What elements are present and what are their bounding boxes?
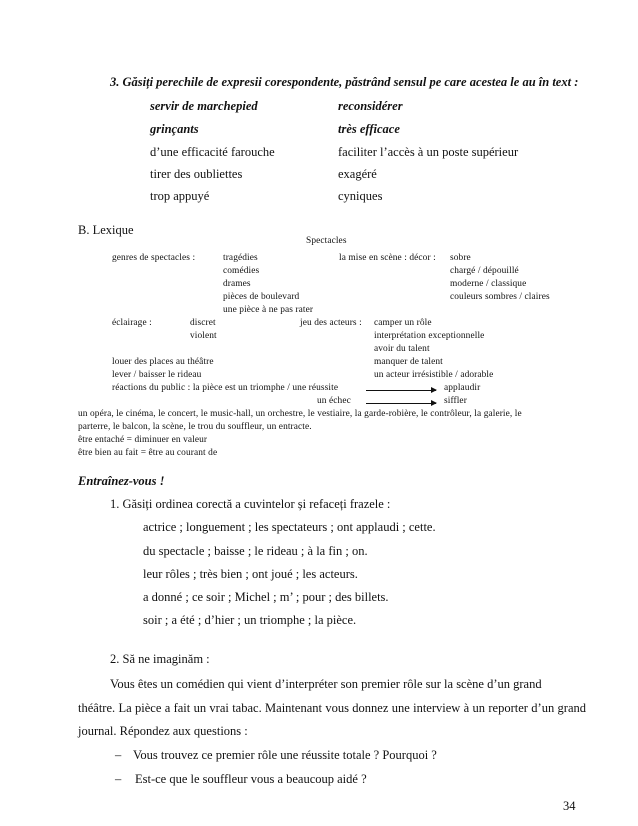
exercise-1-item-1: actrice ; longuement ; les spectateurs ; ont applaudi ; cette. xyxy=(143,520,436,534)
exercise-2-line-1: Vous êtes un comédien qui vient d’interpréter son premier rôle sur la scène d’un grand xyxy=(110,677,542,691)
eclairage-2: violent xyxy=(190,331,217,341)
genres-label: genres de spectacles : xyxy=(112,253,196,263)
genre-4: pièces de boulevard xyxy=(223,292,300,302)
vocab-line-1: un opéra, le cinéma, le concert, le music-hall, un orchestre, le vestiaire, la garde-robière, le contrôleur, la galerie, le xyxy=(78,409,522,419)
exercise-1-item-5: soir ; a été ; d’hier ; un triomphe ; la pièce. xyxy=(143,613,357,627)
exercise-2-line-3: journal. Répondez aux questions : xyxy=(78,724,248,738)
pair-left-3: d’une efficacité farouche xyxy=(150,145,275,159)
pair-left-2: grinçants xyxy=(150,122,199,136)
exercise-1-item-4: a donné ; ce soir ; Michel ; m’ ; pour ; des billets. xyxy=(143,590,389,604)
decor-4: couleurs sombres / claires xyxy=(450,292,550,302)
question-2: Est-ce que le souffleur vous a beaucoup aidé ? xyxy=(135,772,367,786)
reactions-public: réactions du public : la pièce est un triomphe / une réussite xyxy=(112,383,339,393)
echec: un échec xyxy=(317,396,351,406)
eclairage-label: éclairage : xyxy=(112,318,152,328)
question-1: Vous trouvez ce premier rôle une réussite totale ? Pourquoi ? xyxy=(133,748,437,762)
exercise-1-item-3: leur rôles ; très bien ; ont joué ; les acteurs. xyxy=(143,567,358,581)
jeu-5: un acteur irrésistible / adorable xyxy=(374,370,494,380)
pair-right-5: cyniques xyxy=(338,189,383,203)
pair-right-3: faciliter l’accès à un poste supérieur xyxy=(338,145,519,159)
jeu-3: avoir du talent xyxy=(374,344,430,354)
arrow-right-icon xyxy=(366,390,436,391)
jeu-4: manquer de talent xyxy=(374,357,443,367)
bien-au-fait-definition: être bien au fait = être au courant de xyxy=(78,448,218,458)
mise-en-scene-label: la mise en scène : décor : xyxy=(339,253,436,263)
arrow-right-icon xyxy=(366,403,436,404)
pair-left-5: trop appuyé xyxy=(150,189,210,203)
genre-5: une pièce à ne pas rater xyxy=(223,305,314,315)
decor-2: chargé / dépouillé xyxy=(450,266,519,276)
question-1-dash: – xyxy=(115,748,122,762)
exercise-1-item-2: du spectacle ; baisse ; le rideau ; à la fin ; on. xyxy=(143,544,368,558)
genre-3: drames xyxy=(223,279,251,289)
decor-1: sobre xyxy=(450,253,471,263)
eclairage-1: discret xyxy=(190,318,216,328)
jeu-label: jeu des acteurs : xyxy=(300,318,362,328)
entrainez-heading: Entraînez-vous ! xyxy=(78,474,165,488)
page-number: 34 xyxy=(563,799,576,813)
entache-definition: être entaché = diminuer en valeur xyxy=(78,435,208,445)
lever-rideau: lever / baisser le rideau xyxy=(112,370,202,380)
siffler: siffler xyxy=(444,396,467,406)
exercise-3-heading: 3. Găsiți perechile de expresii corespondente, păstrând sensul pe care acestea le au în text : xyxy=(110,75,579,89)
pair-left-1: servir de marchepied xyxy=(150,99,258,113)
lexique-title: Spectacles xyxy=(306,236,347,246)
question-2-dash: – xyxy=(115,772,122,786)
exercise-1-title: 1. Găsiți ordinea corectă a cuvintelor și refaceți frazele : xyxy=(110,497,391,511)
exercise-2-title: 2. Să ne imaginăm : xyxy=(110,652,210,666)
lexique-heading: B. Lexique xyxy=(78,223,134,237)
jeu-2: interprétation exceptionnelle xyxy=(374,331,485,341)
pair-left-4: tirer des oubliettes xyxy=(150,167,243,181)
pair-right-4: exagéré xyxy=(338,167,377,181)
jeu-1: camper un rôle xyxy=(374,318,432,328)
exercise-2-line-2: théâtre. La pièce a fait un vrai tabac. Maintenant vous donnez une interview à un reporter d’un grand xyxy=(78,701,586,715)
applaudir: applaudir xyxy=(444,383,481,393)
pair-right-2: très efficace xyxy=(338,122,400,136)
genre-1: tragédies xyxy=(223,253,258,263)
vocab-line-2: parterre, le balcon, la scène, le trou du souffleur, un entracte. xyxy=(78,422,312,432)
louer-places: louer des places au théâtre xyxy=(112,357,214,367)
genre-2: comédies xyxy=(223,266,260,276)
decor-3: moderne / classique xyxy=(450,279,527,289)
pair-right-1: reconsidérer xyxy=(338,99,403,113)
